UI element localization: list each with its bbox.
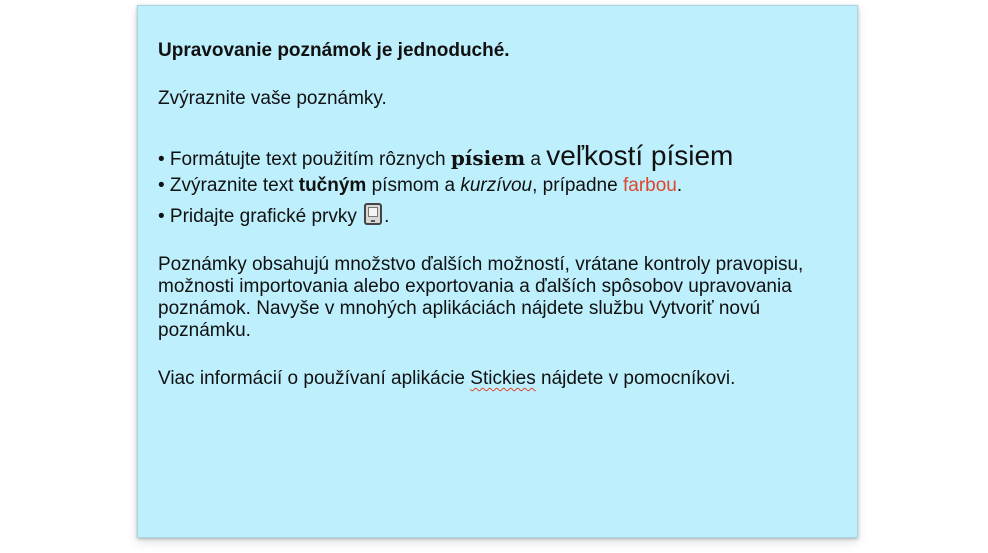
bold-sample-word: tučným xyxy=(298,175,367,196)
bullet-emphasis-middle2: , prípadne xyxy=(532,175,623,196)
bullet-formatting-middle: a xyxy=(525,149,547,170)
features-paragraph: Poznámky obsahujú množstvo ďalších možností, vrátane kontroly pravopisu, možnosti importovania alebo exportovania a ďalších spôsobov upravovania poznámok. Navyše v mnohých aplikáciách nájdete službu Vytvoriť novú poznámku. xyxy=(158,254,804,341)
note-text-area[interactable] xyxy=(158,40,837,390)
device-icon xyxy=(364,203,382,225)
help-prefix: Viac informácií o používaní aplikácie xyxy=(158,368,471,389)
size-sample-words: veľkostí písiem xyxy=(546,140,734,171)
misspelled-word[interactable]: Stickies xyxy=(470,368,536,389)
help-paragraph xyxy=(158,368,837,390)
bullet-emphasis xyxy=(158,175,837,197)
italic-sample-word: kurzívou xyxy=(460,175,533,196)
font-sample-word: písiem xyxy=(450,146,526,170)
help-suffix: nájdete v pomocníkovi. xyxy=(535,368,736,389)
bullet-emphasis-prefix: • Zvýraznite text xyxy=(158,175,299,196)
note-title: Upravovanie poznámok je jednoduché. xyxy=(158,40,510,61)
color-sample-word: farbou xyxy=(622,175,677,196)
sticky-note[interactable] xyxy=(137,5,858,538)
bullet-emphasis-middle: písmom a xyxy=(366,175,461,196)
bullet-emphasis-suffix: . xyxy=(676,175,683,196)
bullet-formatting xyxy=(158,141,837,175)
bullet-graphics xyxy=(158,203,837,228)
bullet-graphics-suffix: . xyxy=(384,206,390,227)
highlight-line: Zvýraznite vaše poznámky. xyxy=(158,88,387,109)
bullet-graphics-prefix: • Pridajte grafické prvky xyxy=(158,206,363,227)
bullet-formatting-prefix: • Formátujte text použitím rôznych xyxy=(158,149,451,170)
